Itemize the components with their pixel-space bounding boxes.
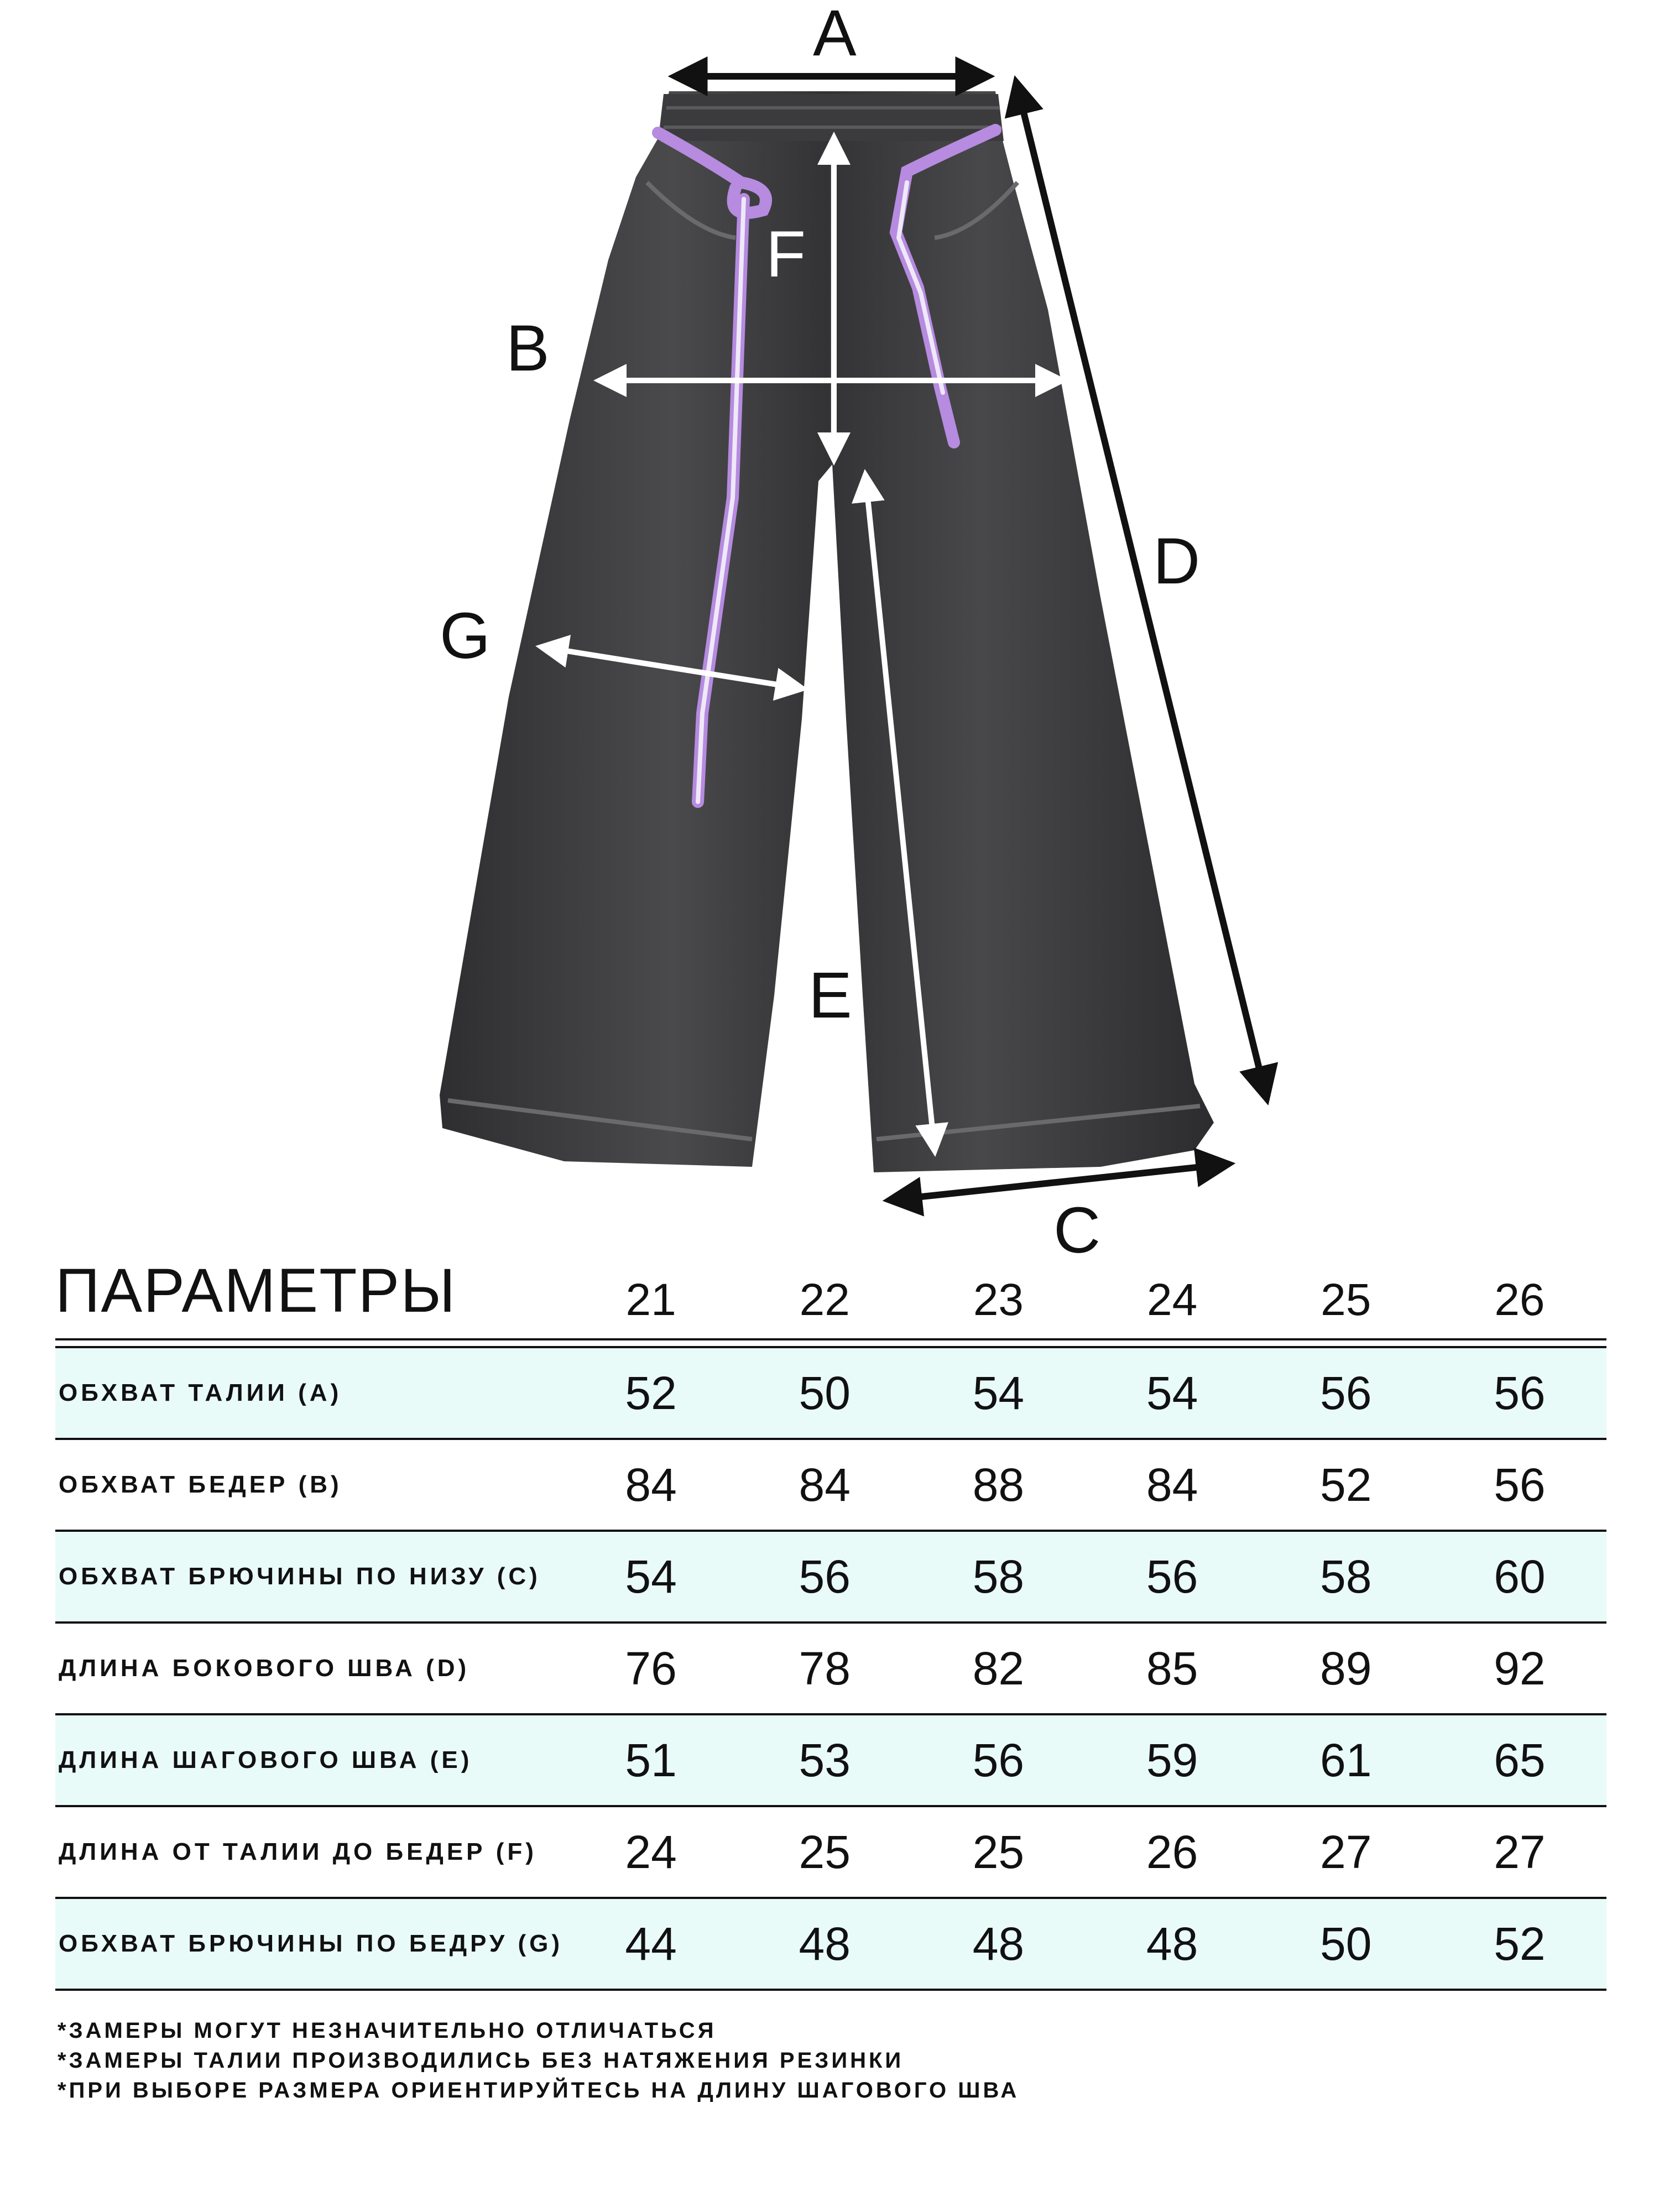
cell-value: 51: [625, 1734, 677, 1786]
table-row: [55, 1899, 1606, 1991]
footnotes: [58, 2016, 1019, 2105]
table-row: [55, 1807, 1606, 1899]
row-label: ОБХВАТ БЕДЕР (B): [59, 1471, 342, 1498]
cell-value: 54: [625, 1551, 677, 1603]
label-d: D: [1153, 525, 1201, 598]
label-g: G: [440, 599, 491, 672]
cell-value: 24: [625, 1826, 677, 1878]
cell-value: 25: [972, 1826, 1025, 1878]
cell-value: 27: [1494, 1826, 1546, 1878]
size-table: [55, 1256, 1606, 1991]
footnote: *ЗАМЕРЫ МОГУТ НЕЗНАЧИТЕЛЬНО ОТЛИЧАТЬСЯ: [58, 2018, 717, 2043]
header-divider: [55, 1338, 1606, 1340]
label-a: A: [813, 0, 857, 70]
table-header: [55, 1256, 1606, 1338]
cell-value: 54: [972, 1367, 1025, 1419]
footnote: *ПРИ ВЫБОРЕ РАЗМЕРА ОРИЕНТИРУЙТЕСЬ НА ДЛИНУ ШАГОВОГО ШВА: [58, 2078, 1020, 2103]
table-row: [55, 1624, 1606, 1715]
cell-value: 84: [1146, 1459, 1198, 1511]
cell-value: 60: [1494, 1551, 1546, 1603]
footnote: *ЗАМЕРЫ ТАЛИИ ПРОИЗВОДИЛИСЬ БЕЗ НАТЯЖЕНИЯ РЕЗИНКИ: [58, 2048, 904, 2073]
cell-value: 50: [1320, 1918, 1372, 1970]
cell-value: 78: [799, 1642, 851, 1694]
cell-value: 52: [1320, 1459, 1372, 1511]
cell-value: 56: [972, 1734, 1025, 1786]
cell-value: 50: [799, 1367, 851, 1419]
size-col-header: 23: [973, 1275, 1024, 1325]
cell-value: 25: [799, 1826, 851, 1878]
row-label: ДЛИНА ОТ ТАЛИИ ДО БЕДЕР (F): [59, 1838, 537, 1865]
label-f: F: [766, 218, 806, 291]
label-b: B: [506, 312, 550, 385]
table-row: [55, 1715, 1606, 1807]
size-col-header: 26: [1494, 1275, 1545, 1325]
cell-value: 84: [799, 1459, 851, 1511]
table-row: [55, 1532, 1606, 1624]
waistband: [658, 94, 1004, 141]
cell-value: 53: [799, 1734, 851, 1786]
cell-value: 58: [1320, 1551, 1372, 1603]
cell-value: 48: [1146, 1918, 1198, 1970]
cell-value: 56: [1320, 1367, 1372, 1419]
cell-value: 48: [799, 1918, 851, 1970]
cell-value: 58: [972, 1551, 1025, 1603]
cell-value: 82: [972, 1642, 1025, 1694]
table-row: [55, 1440, 1606, 1532]
cell-value: 65: [1494, 1734, 1546, 1786]
cell-value: 54: [1146, 1367, 1198, 1419]
size-col-header: 25: [1321, 1275, 1371, 1325]
row-label: ОБХВАТ ТАЛИИ (A): [59, 1379, 342, 1406]
cell-value: 52: [625, 1367, 677, 1419]
cell-value: 44: [625, 1918, 677, 1970]
cell-value: 84: [625, 1459, 677, 1511]
cell-value: 88: [972, 1459, 1025, 1511]
cell-value: 56: [1494, 1367, 1546, 1419]
cell-value: 59: [1146, 1734, 1198, 1786]
size-col-header: 22: [799, 1275, 850, 1325]
cell-value: 52: [1494, 1918, 1546, 1970]
row-label: ОБХВАТ БРЮЧИНЫ ПО НИЗУ (C): [59, 1563, 541, 1590]
cell-value: 48: [972, 1918, 1025, 1970]
cell-value: 92: [1494, 1642, 1546, 1694]
size-col-header: 24: [1146, 1275, 1198, 1325]
label-c: C: [1053, 1194, 1101, 1267]
cell-value: 26: [1146, 1826, 1198, 1878]
row-label: ДЛИНА ШАГОВОГО ШВА (E): [59, 1746, 473, 1773]
cell-value: 85: [1146, 1642, 1198, 1694]
table-title: ПАРАМЕТРЫ: [55, 1256, 457, 1325]
row-label: ДЛИНА БОКОВОГО ШВА (D): [59, 1655, 470, 1682]
cell-value: 61: [1320, 1734, 1372, 1786]
cell-value: 27: [1320, 1826, 1372, 1878]
table-row: [55, 1348, 1606, 1440]
row-label: ОБХВАТ БРЮЧИНЫ ПО БЕДРУ (G): [59, 1930, 564, 1957]
label-e: E: [808, 959, 852, 1032]
cell-value: 56: [1494, 1459, 1546, 1511]
cell-value: 56: [1146, 1551, 1198, 1603]
size-col-header: 21: [625, 1275, 676, 1325]
cell-value: 56: [799, 1551, 851, 1603]
cell-value: 76: [625, 1642, 677, 1694]
cell-value: 89: [1320, 1642, 1372, 1694]
